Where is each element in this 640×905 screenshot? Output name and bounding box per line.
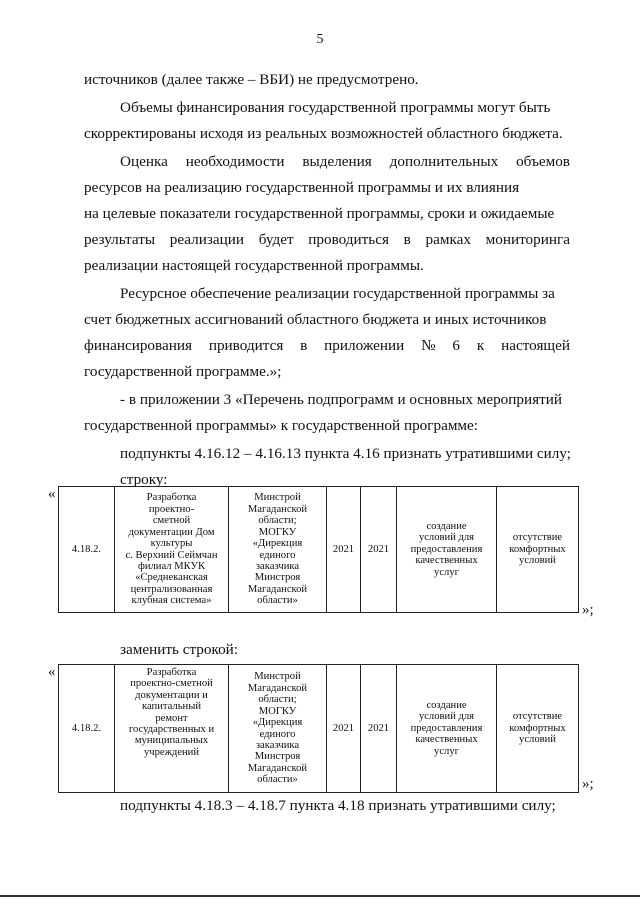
cell-line: муниципальных bbox=[134, 735, 209, 747]
cell-line: области» bbox=[257, 774, 298, 786]
cell-line: комфортных bbox=[509, 543, 566, 555]
cell-executor bbox=[229, 665, 327, 793]
cell-year-end: 2021 bbox=[361, 487, 397, 613]
cell-line: услуг bbox=[434, 745, 459, 757]
word: в bbox=[300, 337, 308, 354]
cell-line: качественных bbox=[415, 734, 478, 746]
cell-line: документации и bbox=[135, 689, 208, 701]
cell-line: области; bbox=[258, 694, 297, 706]
cell-line: с. Верхний Сеймчан bbox=[125, 549, 218, 561]
cell-line: Минстрой bbox=[254, 671, 301, 683]
cell-number: 4.18.2. bbox=[59, 487, 115, 613]
word: необходимости bbox=[185, 153, 285, 170]
cell-name bbox=[115, 665, 229, 793]
cell-line: капитальный bbox=[141, 701, 202, 713]
text-line-content: Объемы финансирования государственной программы могут быть bbox=[120, 99, 551, 116]
cell-line: Минстрой bbox=[254, 492, 301, 504]
word: настоящей bbox=[501, 337, 570, 354]
text-line: ресурсов на реализацию государственной программы и их влияния bbox=[84, 179, 520, 196]
cell-line: области» bbox=[257, 595, 298, 607]
close-quote: »; bbox=[582, 602, 594, 618]
cell-result bbox=[397, 665, 497, 793]
cell-line: качественных bbox=[415, 555, 478, 567]
cell-number: 4.18.2. bbox=[59, 665, 115, 793]
cell-line: единого bbox=[259, 728, 296, 740]
cell-line: «Дирекция bbox=[252, 717, 303, 729]
text-line: на целевые показатели государственной программы, сроки и ожидаемые bbox=[84, 205, 555, 222]
page-number: 5 bbox=[316, 32, 324, 47]
cell-line: «Дирекция bbox=[252, 538, 303, 550]
cell-line: МОГКУ bbox=[258, 526, 297, 538]
text-line: источников (далее также – ВБИ) не предусмотрено. bbox=[84, 71, 419, 88]
word: к bbox=[476, 337, 485, 354]
cell-line: заказчика bbox=[255, 560, 300, 572]
word: Оценка bbox=[120, 153, 168, 170]
cell-line: клубная система» bbox=[131, 595, 212, 607]
text-line: строку: bbox=[120, 471, 168, 488]
cell-line: условий для bbox=[418, 532, 475, 544]
word: будет bbox=[258, 231, 294, 248]
table-old-row bbox=[58, 486, 579, 613]
cell-line: отсутствие bbox=[512, 532, 563, 544]
cell-line: МОГКУ bbox=[258, 705, 297, 717]
word: мониторинга bbox=[485, 231, 570, 248]
text-line bbox=[120, 98, 570, 118]
text-line: - в приложении 3 «Перечень подпрограмм и основных мероприятий bbox=[120, 391, 562, 408]
word: в bbox=[403, 231, 411, 248]
word: приводится bbox=[208, 337, 284, 354]
cell-line: культуры bbox=[150, 538, 193, 550]
cell-line: области; bbox=[258, 515, 297, 527]
text-line-justified bbox=[84, 336, 570, 356]
cell-line: комфортных bbox=[509, 722, 566, 734]
word: объемов bbox=[516, 153, 570, 170]
cell-line: «Среднеканская bbox=[135, 572, 208, 584]
cell-line: Разработка bbox=[146, 667, 197, 678]
text-line: Ресурсное обеспечение реализации государственной программы за bbox=[120, 285, 555, 302]
close-quote: »; bbox=[582, 776, 594, 792]
cell-line: единого bbox=[259, 549, 296, 561]
text-line-justified bbox=[84, 230, 570, 250]
cell-line: Минстроя bbox=[254, 751, 301, 763]
word: финансирования bbox=[84, 337, 192, 354]
cell-line: документации Дом bbox=[128, 526, 215, 538]
cell-year-start: 2021 bbox=[327, 487, 361, 613]
cell-line: сметной bbox=[152, 515, 191, 527]
cell-line: ремонт bbox=[155, 712, 188, 724]
cell-line: создание bbox=[426, 699, 467, 711]
cell-name bbox=[115, 487, 229, 613]
table-new-row bbox=[58, 664, 579, 793]
cell-line: условий bbox=[519, 555, 556, 567]
cell-consequence bbox=[497, 665, 579, 793]
text-line: государственной программе.»; bbox=[84, 363, 282, 380]
cell-line: Разработка bbox=[146, 492, 197, 504]
cell-consequence bbox=[497, 487, 579, 613]
table-row bbox=[59, 487, 579, 613]
cell-line: Магаданской bbox=[247, 762, 308, 774]
cell-line: учреждений bbox=[143, 746, 200, 758]
cell-line: Магаданской bbox=[247, 503, 308, 515]
text-line: реализации настоящей государственной программы. bbox=[84, 257, 424, 274]
cell-line: услуг bbox=[434, 566, 459, 578]
cell-executor bbox=[229, 487, 327, 613]
cell-line: Магаданской bbox=[247, 583, 308, 595]
text-line: подпункты 4.18.3 – 4.18.7 пункта 4.18 признать утратившими силу; bbox=[120, 797, 556, 814]
cell-line: условий bbox=[519, 734, 556, 746]
word: реализации bbox=[169, 231, 244, 248]
word: результаты bbox=[84, 231, 156, 248]
cell-line: Минстроя bbox=[254, 572, 301, 584]
word: рамках bbox=[425, 231, 471, 248]
cell-line: отсутствие bbox=[512, 711, 563, 723]
text-line-justified bbox=[120, 152, 570, 172]
cell-line: государственных и bbox=[128, 724, 215, 736]
word: приложении bbox=[324, 337, 405, 354]
cell-line: Магаданской bbox=[247, 682, 308, 694]
cell-line: централизованная bbox=[130, 583, 213, 595]
word: 6 bbox=[452, 337, 461, 354]
open-quote: « bbox=[48, 664, 56, 680]
cell-line: условий для bbox=[418, 711, 475, 723]
cell-line: проектно- bbox=[148, 503, 195, 515]
cell-line: предоставления bbox=[410, 722, 483, 734]
text-line: счет бюджетных ассигнований областного бюджета и иных источников bbox=[84, 311, 547, 328]
cell-line: предоставления bbox=[410, 543, 483, 555]
cell-line: проектно-сметной bbox=[130, 678, 213, 690]
page-bottom-rule bbox=[0, 895, 640, 897]
word: выделения bbox=[302, 153, 372, 170]
cell-line: создание bbox=[426, 520, 467, 532]
cell-year-end: 2021 bbox=[361, 665, 397, 793]
cell-year-start: 2021 bbox=[327, 665, 361, 793]
cell-result bbox=[397, 487, 497, 613]
text-line: скорректированы исходя из реальных возможностей областного бюджета. bbox=[84, 125, 563, 142]
cell-line: филиал МКУК bbox=[137, 560, 206, 572]
word: № bbox=[421, 337, 436, 354]
word: дополнительных bbox=[389, 153, 499, 170]
table-row bbox=[59, 665, 579, 793]
text-line: заменить строкой: bbox=[120, 641, 239, 658]
cell-line: заказчика bbox=[255, 739, 300, 751]
text-line: государственной программы» к государственной программе: bbox=[84, 417, 479, 434]
word: проводиться bbox=[308, 231, 389, 248]
text-line: подпункты 4.16.12 – 4.16.13 пункта 4.16 признать утратившими силу; bbox=[120, 445, 571, 462]
open-quote: « bbox=[48, 486, 56, 502]
